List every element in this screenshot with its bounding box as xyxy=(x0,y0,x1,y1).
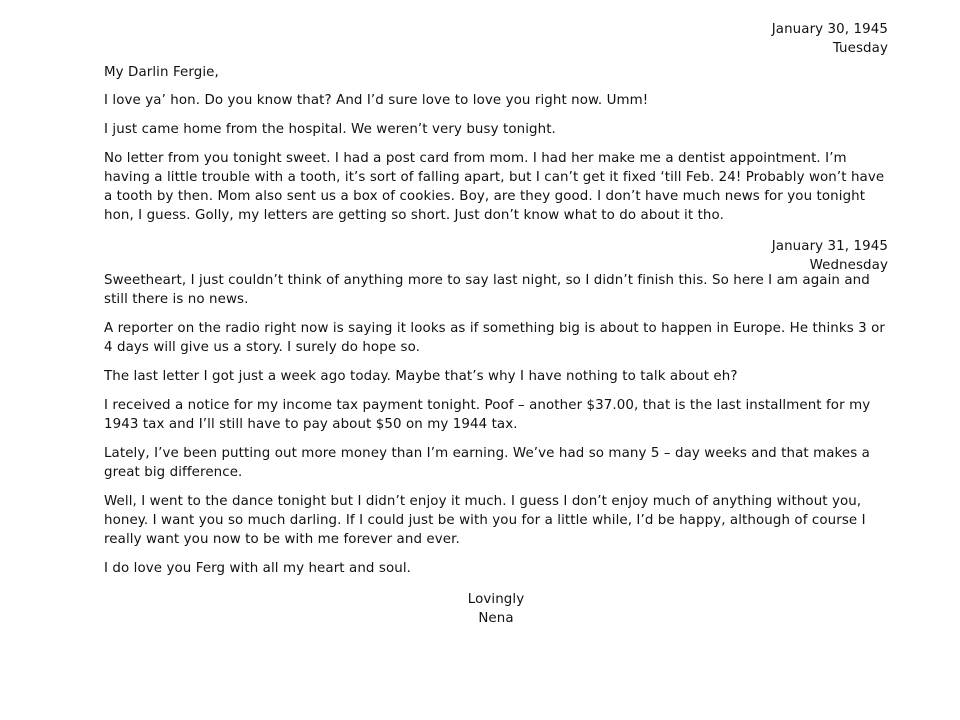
paragraph-last-letter: The last letter I got just a week ago today. Maybe that’s why I have nothing to talk about eh? xyxy=(104,369,738,384)
paragraph-dance: Well, I went to the dance tonight but I didn’t enjoy it much. I guess I don’t enjoy much of anything without you, honey. I want you so much darling. If I could just be with you for a little while, I’d be happy, although of course I really want you now to be with me forever and ever. xyxy=(104,494,866,547)
date-2: January 31, 1945 xyxy=(771,239,888,254)
date-heading-1 xyxy=(104,20,888,58)
paragraph-hospital: I just came home from the hospital. We weren’t very busy tonight. xyxy=(104,122,556,137)
valediction: Lovingly xyxy=(467,592,525,607)
date-heading-2 xyxy=(104,237,888,275)
salutation: My Darlin Fergie, xyxy=(104,65,219,80)
paragraph-sweetheart: Sweetheart, I just couldn’t think of anything more to say last night, so I didn’t finish this. So here I am again and still there is no news. xyxy=(104,273,870,307)
closing-block xyxy=(104,590,888,628)
paragraph-income-tax: I received a notice for my income tax payment tonight. Poof – another $37.00, that is the last installment for my 1943 tax and I’ll still have to pay about $50 on my 1944 tax. xyxy=(104,398,871,432)
paragraph-love: I love ya’ hon. Do you know that? And I’d sure love to love you right now. Umm! xyxy=(104,93,649,108)
paragraph-money: Lately, I’ve been putting out more money than I’m earning. We’ve had so many 5 – day weeks and that makes a great big difference. xyxy=(104,446,870,480)
weekday-2: Wednesday xyxy=(809,258,888,273)
signature: Nena xyxy=(478,611,514,626)
weekday-1: Tuesday xyxy=(832,41,888,56)
paragraph-radio: A reporter on the radio right now is saying it looks as if something big is about to happen in Europe. He thinks 3 or 4 days will give us a story. I surely do hope so. xyxy=(104,321,886,355)
paragraph-no-letter: No letter from you tonight sweet. I had a post card from mom. I had her make me a dentist appointment. I’m having a little trouble with a tooth, it’s sort of falling apart, but I can’t get it fixed ‘till Feb. 24! Probably won’t have a tooth by then. Mom also sent us a box of cookies. Boy, are they good. I don’t have much news for you tonight hon, I guess. Golly, my letters are getting so short. Just don’t know what to do about it tho. xyxy=(104,151,885,223)
paragraph-love-closing: I do love you Ferg with all my heart and soul. xyxy=(104,561,411,576)
letter-page xyxy=(104,20,888,628)
date-1: January 30, 1945 xyxy=(771,22,888,37)
